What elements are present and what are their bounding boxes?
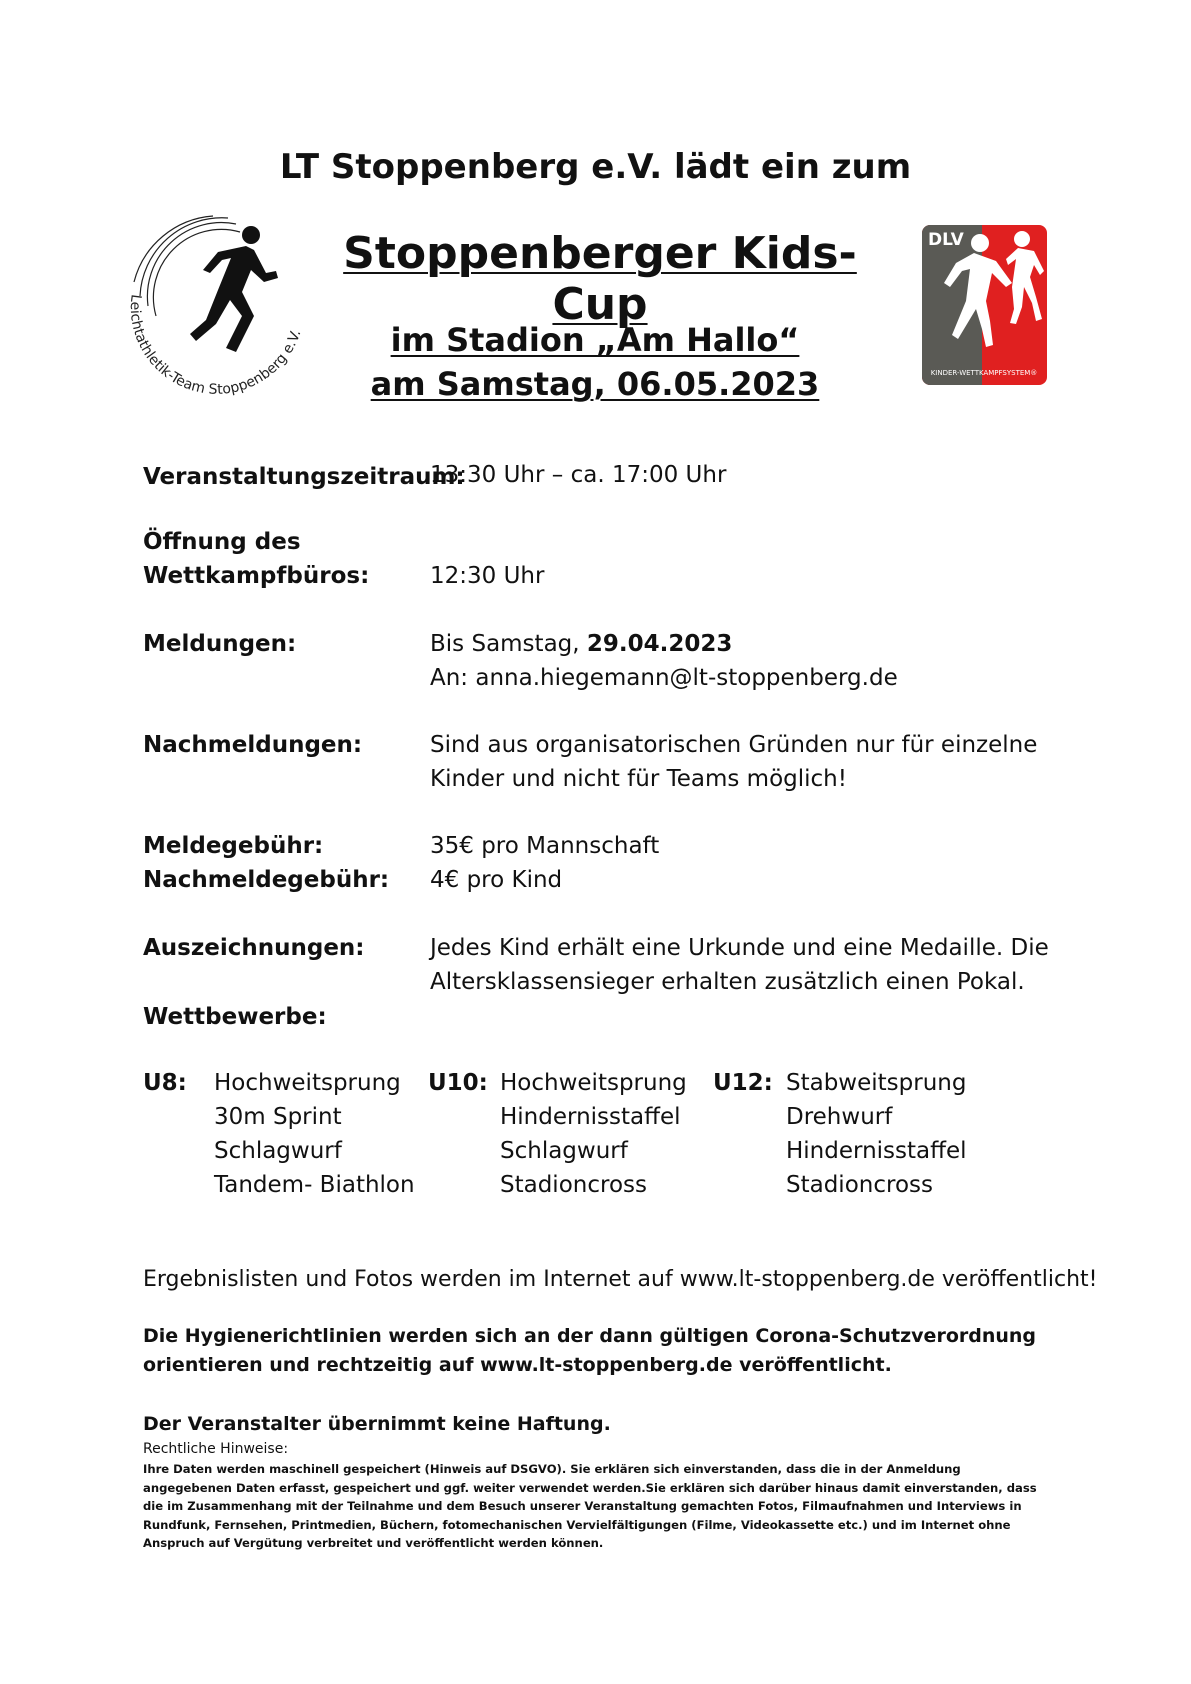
competitions-label: Wettbewerbe: <box>143 1004 327 1030</box>
entries-deadline-date: 29.04.2023 <box>586 631 733 657</box>
club-logo <box>118 212 318 402</box>
venue-block <box>330 318 860 406</box>
group-u8: U8: <box>143 1070 187 1096</box>
events-u10 <box>500 1066 687 1202</box>
dlv-logo-subtext: KINDER-WETTKAMPFSYSTEM® <box>930 369 1038 377</box>
results-note: Ergebnislisten und Fotos werden im Internet auf www.lt-stoppenberg.de veröffentlicht! <box>143 1267 1098 1292</box>
fee-value: 35€ pro Mannschaft <box>430 833 660 859</box>
office-value: 12:30 Uhr <box>430 563 545 589</box>
group-u10: U10: <box>428 1070 488 1096</box>
group-u12: U12: <box>713 1070 773 1096</box>
entries-label: Meldungen: <box>143 631 297 657</box>
hygiene-note: Die Hygienerichtlinien werden sich an der dann gültigen Corona-Schutzverordnung orientieren und rechtzeitig auf www.lt-stoppenberg.de veröffentlicht. <box>143 1325 1037 1376</box>
office-label-line2: Wettkampfbüros: <box>143 563 370 589</box>
list-item: Stadioncross <box>500 1172 647 1198</box>
legal-text: Ihre Daten werden maschinell gespeichert (Hinweis auf DSGVO). Sie erklären sich einverstanden, dass die in der Anmeldung angegebenen Daten erfasst, gespeichert und ggf. weiter verwendet werden.Sie erklären sich darüber hinaus damit einverstanden, dass die im Zusammenhang mit der Teilnahme und dem Besuch unserer Veranstaltung gemachten Fotos, Filmaufnahmen und Interviews in Rundfunk, Fernsehen, Printmedien, Büchern, fotomechanischen Vervielfältigungen (Filme, Videokassette etc.) und im Internet ohne Anspruch auf Vergütung verbreitet und veröffentlicht werden können. <box>143 1462 1037 1550</box>
period-value: 13:30 Uhr – ca. 17:00 Uhr <box>430 462 727 488</box>
list-item: Schlagwurf <box>214 1138 342 1164</box>
entries-deadline-prefix: Bis Samstag, <box>430 631 587 657</box>
event-title: Stoppenberger Kids-Cup <box>343 228 857 330</box>
legal-heading: Rechtliche Hinweise: <box>143 1441 289 1457</box>
list-item: Hindernisstaffel <box>500 1104 681 1130</box>
entries-deadline <box>430 627 732 661</box>
late-entries-line2: Kinder und nicht für Teams möglich! <box>430 766 847 792</box>
awards-line2: Altersklassensieger erhalten zusätzlich einen Pokal. <box>430 969 1025 995</box>
entries-email: An: anna.hiegemann@lt-stoppenberg.de <box>430 665 898 691</box>
dlv-logo-text: DLV <box>928 230 964 250</box>
list-item: Hochweitsprung <box>214 1070 401 1096</box>
events-u8 <box>214 1066 415 1202</box>
late-entries-label: Nachmeldungen: <box>143 732 363 758</box>
list-item: Schlagwurf <box>500 1138 628 1164</box>
list-item: Stadioncross <box>786 1172 933 1198</box>
liability-note: Der Veranstalter übernimmt keine Haftung. <box>143 1413 611 1435</box>
list-item: 30m Sprint <box>214 1104 342 1130</box>
list-item: Stabweitsprung <box>786 1070 967 1096</box>
date-line: am Samstag, 06.05.2023 <box>370 365 820 403</box>
period-label: Veranstaltungszeitraum: <box>143 464 465 490</box>
club-logo-arc-text: Leichtathletik-Team Stoppenberg e.V. <box>126 293 305 398</box>
list-item: Drehwurf <box>786 1104 893 1130</box>
late-fee-label: Nachmeldegebühr: <box>143 867 390 893</box>
fee-label: Meldegebühr: <box>143 833 324 859</box>
late-entries-line1: Sind aus organisatorischen Gründen nur für einzelne <box>430 732 1038 758</box>
events-u12 <box>786 1066 967 1202</box>
dlv-logo <box>922 225 1047 385</box>
office-label-line1: Öffnung des <box>143 529 301 555</box>
awards-label: Auszeichnungen: <box>143 935 365 961</box>
list-item: Hochweitsprung <box>500 1070 687 1096</box>
venue-line: im Stadion „Am Hallo“ <box>390 321 800 359</box>
awards-line1: Jedes Kind erhält eine Urkunde und eine Medaille. Die <box>430 935 1049 961</box>
list-item: Tandem- Biathlon <box>214 1172 415 1198</box>
invitation-heading: LT Stoppenberg e.V. lädt ein zum <box>279 147 912 187</box>
list-item: Hindernisstaffel <box>786 1138 967 1164</box>
late-fee-value: 4€ pro Kind <box>430 867 563 893</box>
